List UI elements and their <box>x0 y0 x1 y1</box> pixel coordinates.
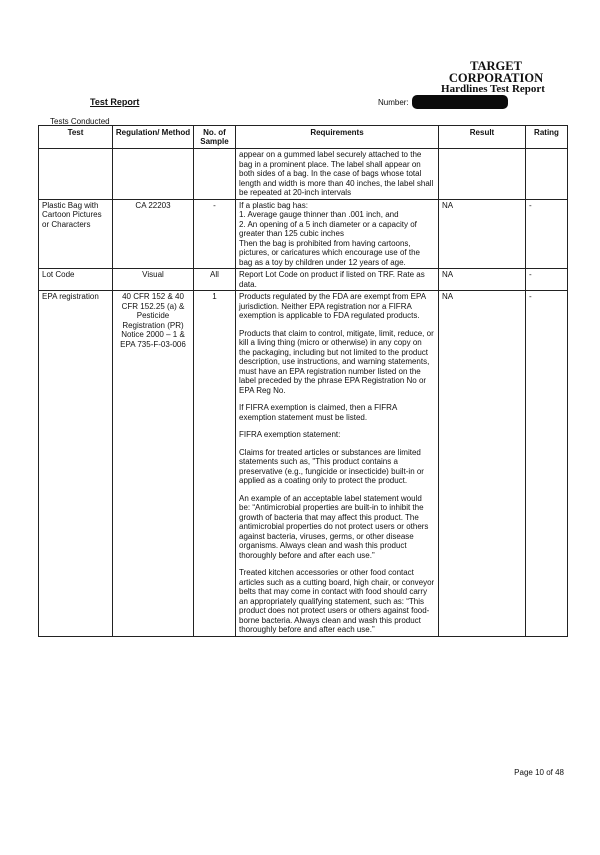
cell-samples: 1 <box>194 291 236 637</box>
cell-requirements <box>236 291 439 637</box>
requirement-paragraph: If FIFRA exemption is claimed, then a FIFRA exemption statement must be listed. <box>239 403 397 422</box>
table-row <box>39 269 568 291</box>
table-row <box>39 291 568 637</box>
cell-samples <box>194 149 236 200</box>
redacted-report-number <box>412 95 508 109</box>
cell-requirements: appear on a gummed label securely attached to the bag in a prominent place. The label shall appear on both sides of a bag. In the case of bags whose total length and width is more than 40 inches, the label shall be repeated at 20-inch intervals <box>236 149 439 200</box>
cell-test: Lot Code <box>39 269 113 291</box>
table-row <box>39 149 568 200</box>
cell-result <box>439 149 526 200</box>
cell-result: NA <box>439 291 526 637</box>
requirement-paragraph: FIFRA exemption statement: <box>239 430 341 439</box>
header-rating: Rating <box>526 126 568 149</box>
cell-rating: - <box>526 199 568 269</box>
header-samples: No. of Sample <box>194 126 236 149</box>
cell-rating <box>526 149 568 200</box>
test-report-label: Test Report <box>90 97 140 107</box>
cell-regulation: Visual <box>113 269 194 291</box>
requirement-text: 1. Average gauge thinner than .001 inch, and <box>239 210 399 219</box>
cell-samples: All <box>194 269 236 291</box>
report-number-label: Number: <box>378 98 409 107</box>
cell-result: NA <box>439 199 526 269</box>
company-name-line2: CORPORATION <box>448 71 544 85</box>
cell-regulation <box>113 149 194 200</box>
cell-requirements <box>236 199 439 269</box>
page-number: Page 10 of 48 <box>514 768 564 777</box>
requirement-paragraph: Claims for treated articles or substances are limited statements such as, "This product contains a preservative (e.g., fungicide or insecticide) built-in or applied as a coating only to protect the product. <box>239 447 424 485</box>
requirement-text: 2. An opening of a 5 inch diameter or a capacity of greater than 125 cubic inches <box>239 219 417 238</box>
header-requirements: Requirements <box>236 126 439 149</box>
cell-regulation: CA 22203 <box>113 199 194 269</box>
header-result: Result <box>439 126 526 149</box>
header-test: Test <box>39 126 113 149</box>
requirement-text: If a plastic bag has: <box>239 200 308 210</box>
cell-rating: - <box>526 291 568 637</box>
table-header-row <box>39 126 568 149</box>
requirement-text: Then the bag is prohibited from having cartoons, pictures, or caricatures which encourage use of the bag as a toy by children under 12 years of age. <box>239 238 420 267</box>
company-header <box>436 60 556 95</box>
tests-table <box>38 125 568 637</box>
table-row <box>39 199 568 269</box>
cell-result: NA <box>439 269 526 291</box>
tests-conducted-label: Tests Conducted <box>50 117 110 126</box>
cell-requirements: Report Lot Code on product if listed on TRF. Rate as data. <box>236 269 439 291</box>
requirement-paragraph: Products regulated by the FDA are exempt from EPA jurisdiction. Neither EPA registration nor a FIFRA exemption is applicable to FDA regulated products. <box>239 292 426 320</box>
cell-regulation: 40 CFR 152 & 40 CFR 152.25 (a) & Pesticide Registration (PR) Notice 2000 – 1 & EPA 735-F-03-006 <box>113 291 194 637</box>
cell-test: EPA registration <box>39 291 113 637</box>
report-type-title: Hardlines Test Report <box>441 83 545 95</box>
header-regulation: Regulation/ Method <box>113 126 194 149</box>
cell-rating: - <box>526 269 568 291</box>
cell-test <box>39 149 113 200</box>
cell-test: Plastic Bag with Cartoon Pictures or Characters <box>39 199 113 269</box>
requirement-paragraph: Treated kitchen accessories or other food contact articles such as a cutting board, high chair, or conveyor belts that may come in contact with food should carry an appropriately qualifying statement, such as: “This product does not protect users or others against food-borne bacteria. Always clean and wash this product thoroughly before and after each use.” <box>239 568 435 634</box>
requirement-paragraph: An example of an acceptable label statement would be: “Antimicrobial properties are built-in to inhibit the growth of bacteria that may affect this product. The antimicrobial properties do not protect users or others against bacteria, viruses, germs, or other disease organisms. Always clean and wash this product thoroughly before and after each use.” <box>239 493 429 560</box>
company-name-line1: TARGET <box>470 59 522 73</box>
requirement-paragraph: Products that claim to control, mitigate, limit, reduce, or kill a living thing (micro or otherwise) in any copy on the packaging, including but not limited to the product description, use instructions, and warning statements, must have an EPA registration number listed on the label preceded by the phrase EPA Registration No or EPA Reg No. <box>239 328 434 395</box>
cell-samples: - <box>194 199 236 269</box>
